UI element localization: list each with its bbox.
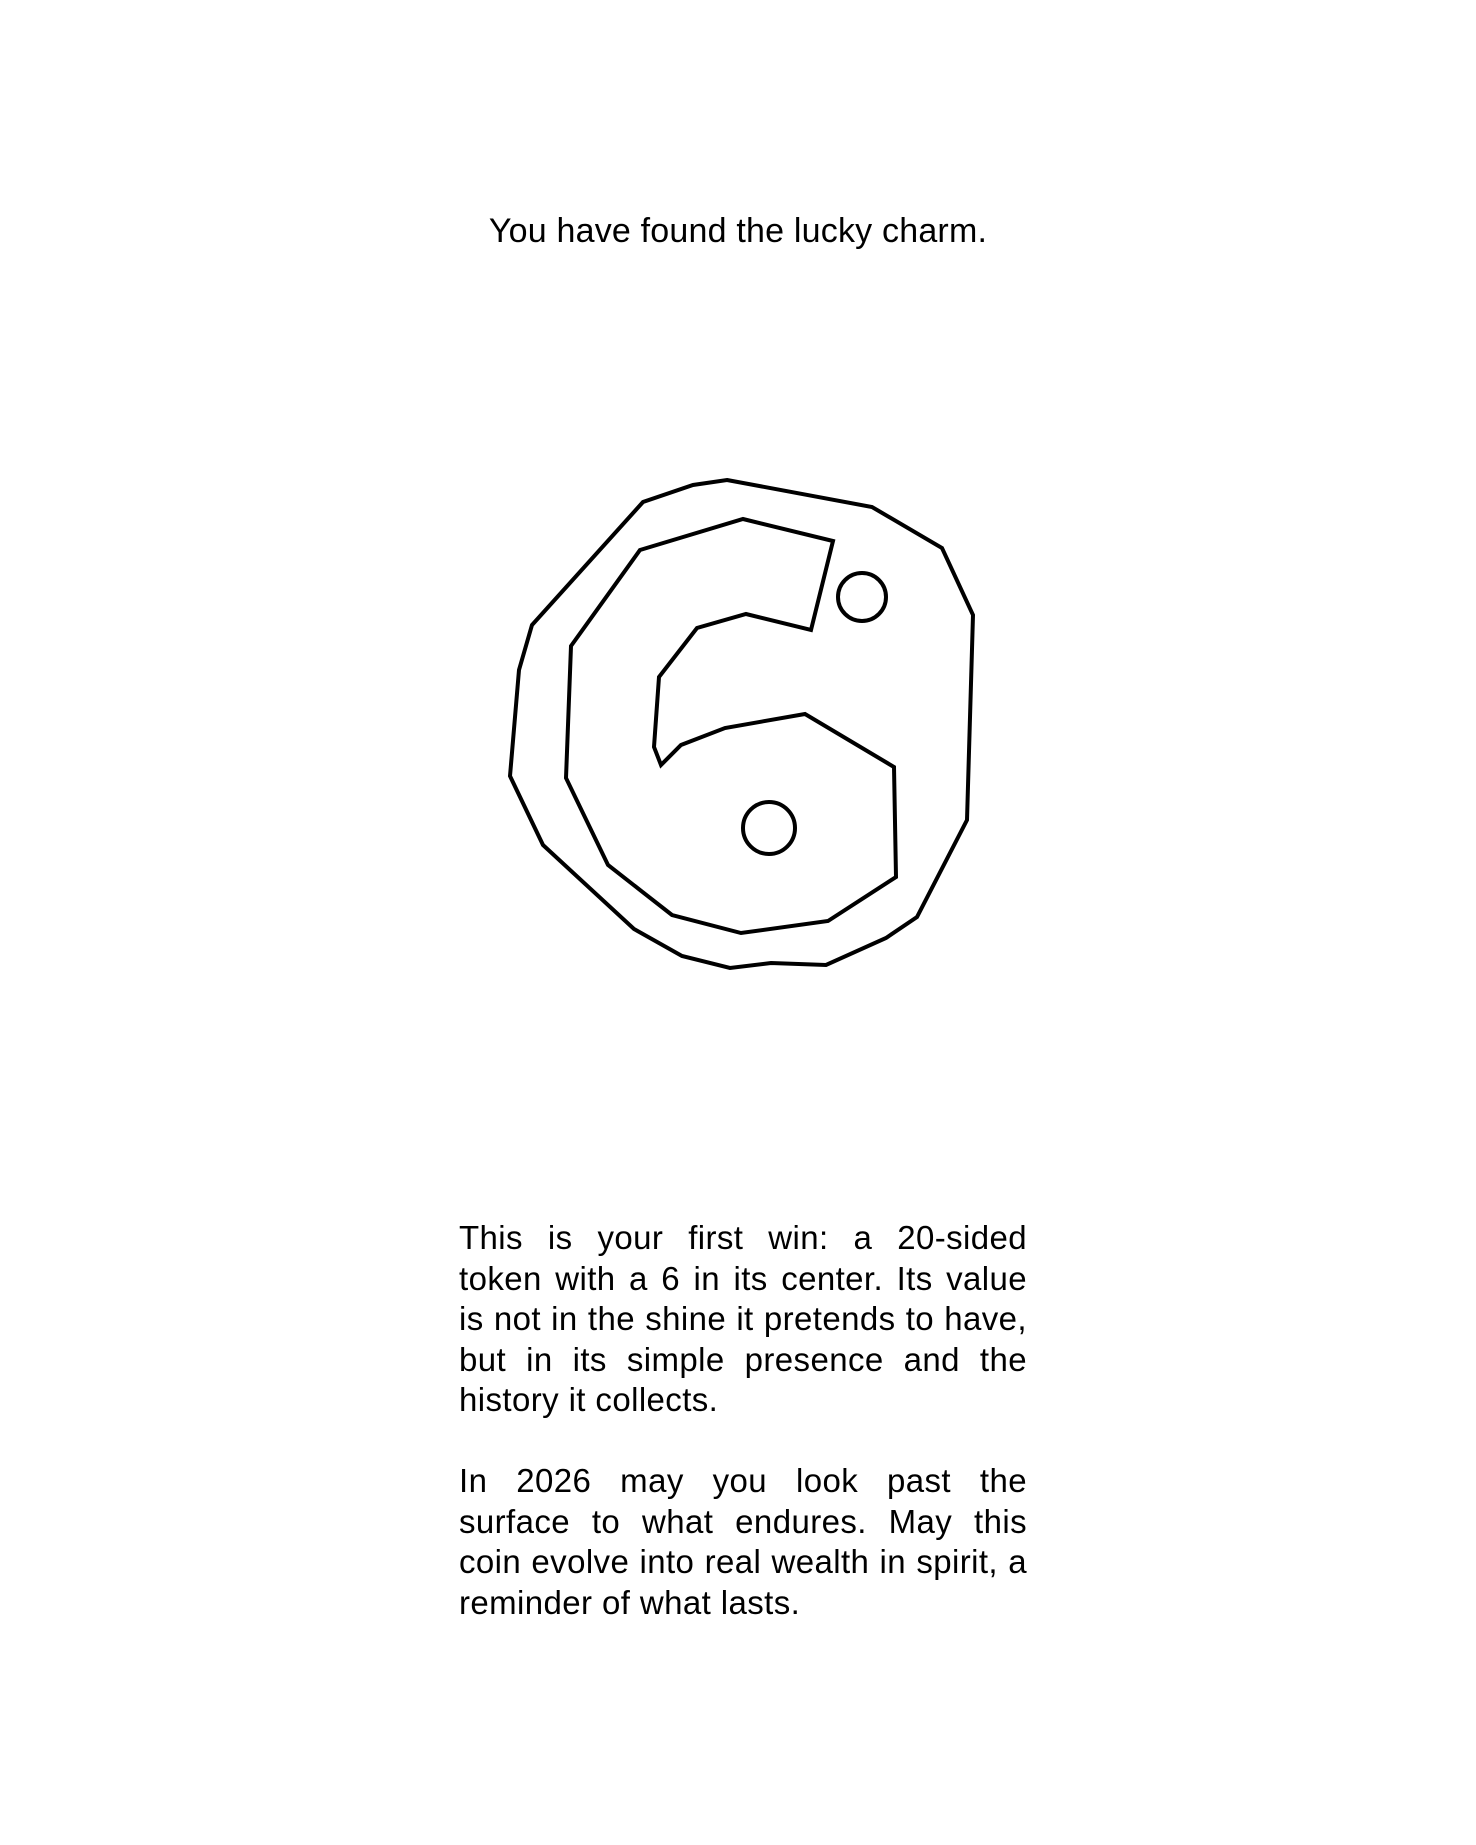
paragraph-first-win: This is your first win: a 20-sided token with a 6 in its center. Its value is not in the shine it pretends to have, but in its simple presence and the history it collects. <box>459 1219 1027 1418</box>
message-body <box>459 1218 1027 1623</box>
coin-outline <box>510 480 973 968</box>
lower-hole-circle <box>743 802 795 854</box>
numeral-six-outline <box>566 519 896 933</box>
paragraph-2026-wish: In 2026 may you look past the surface to what endures. May this coin evolve into real wealth in spirit, a reminder of what lasts. <box>459 1462 1027 1621</box>
upper-hole-circle <box>838 573 886 621</box>
headline: You have found the lucky charm. <box>488 212 988 250</box>
